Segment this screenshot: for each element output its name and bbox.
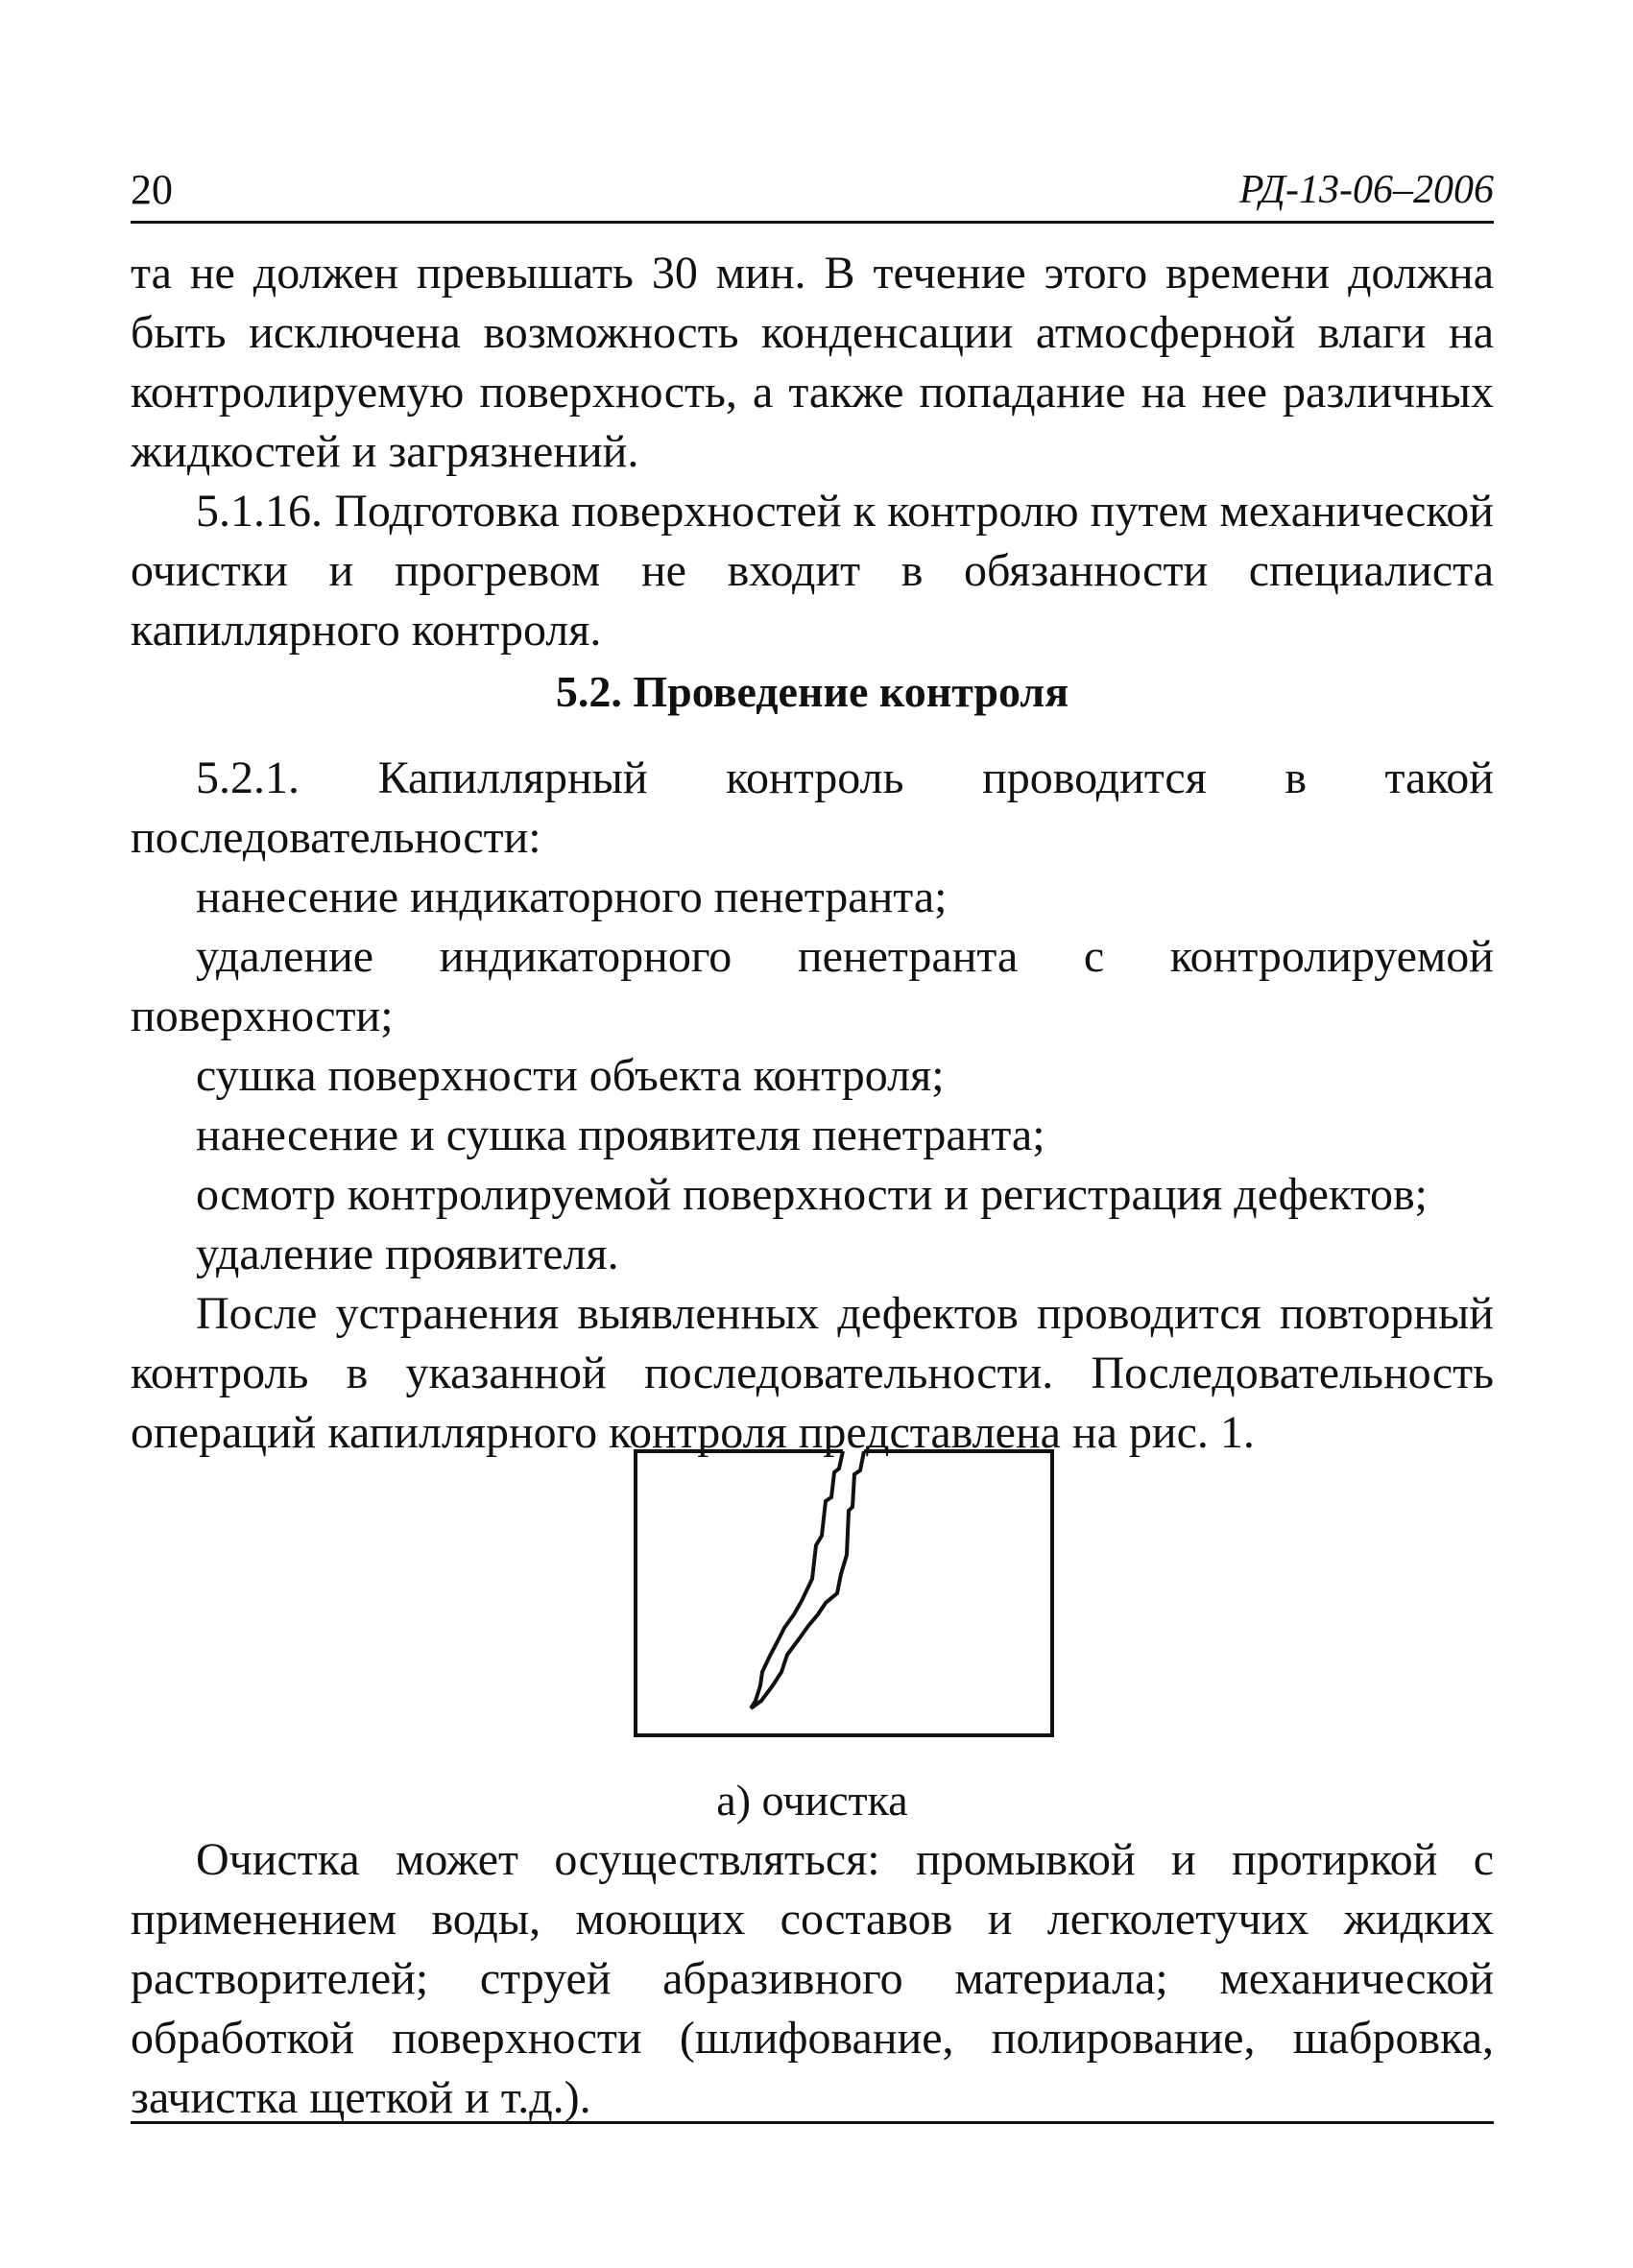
step-item: нанесение и сушка проявителя пенетранта;: [196, 1110, 1045, 1160]
step-item: нанесение индикаторного пенетранта;: [196, 871, 948, 922]
section-title: 5.2. Проведение контроля: [555, 667, 1069, 716]
step-item: сушка поверхности объекта контроля;: [196, 1050, 945, 1101]
paragraph-cleaning: Очистка может осуществляться: промывкой и протиркой с применением воды, моющих составов и легколетучих жидких растворителей; струей абразивного материала; механической обработкой поверхности (шлифование, полирование, шабровка, зачистка щеткой и т.д.).: [131, 1834, 1494, 2123]
step-item: удаление проявителя.: [196, 1229, 619, 1279]
paragraph-5-1-16: 5.1.16. Подготовка поверхностей к контролю путем механической очистки и прогревом не входит в обязанности специалиста капиллярного контроля.: [131, 486, 1494, 656]
paragraph-sequence: После устранения выявленных дефектов проводится повторный контроль в указанной последовательности. Последовательность операций капиллярного контроля представлена на рис. 1.: [131, 1288, 1494, 1458]
crack-edge-left: [751, 1451, 843, 1708]
step-item: осмотр контролируемой поверхности и регистрация дефектов;: [196, 1169, 1429, 1220]
paragraph-continuation: та не должен превышать 30 мин. В течение этого времени должна быть исключена возможность конденсации атмосферной влаги на контролируемую поверхность, а также попадание на нее различных жидкостей и загрязнений.: [131, 248, 1494, 477]
crack-edge-right: [751, 1451, 864, 1708]
document-code: РД-13-06–2006: [1238, 168, 1494, 212]
paragraph-5-2-1: 5.2.1. Капиллярный контроль проводится в такой последовательности:: [131, 752, 1494, 863]
figure-cleaning-crack: [634, 1449, 1056, 1747]
bottom-divider: [131, 2121, 1494, 2124]
figure-caption: а) очистка: [716, 1776, 908, 1825]
page-header: [131, 161, 1494, 224]
specimen-outline-left: [636, 1451, 1052, 1735]
page-number: 20: [131, 166, 173, 213]
step-item: удаление индикаторного пенетранта с контролируемой поверхности;: [131, 931, 1494, 1041]
